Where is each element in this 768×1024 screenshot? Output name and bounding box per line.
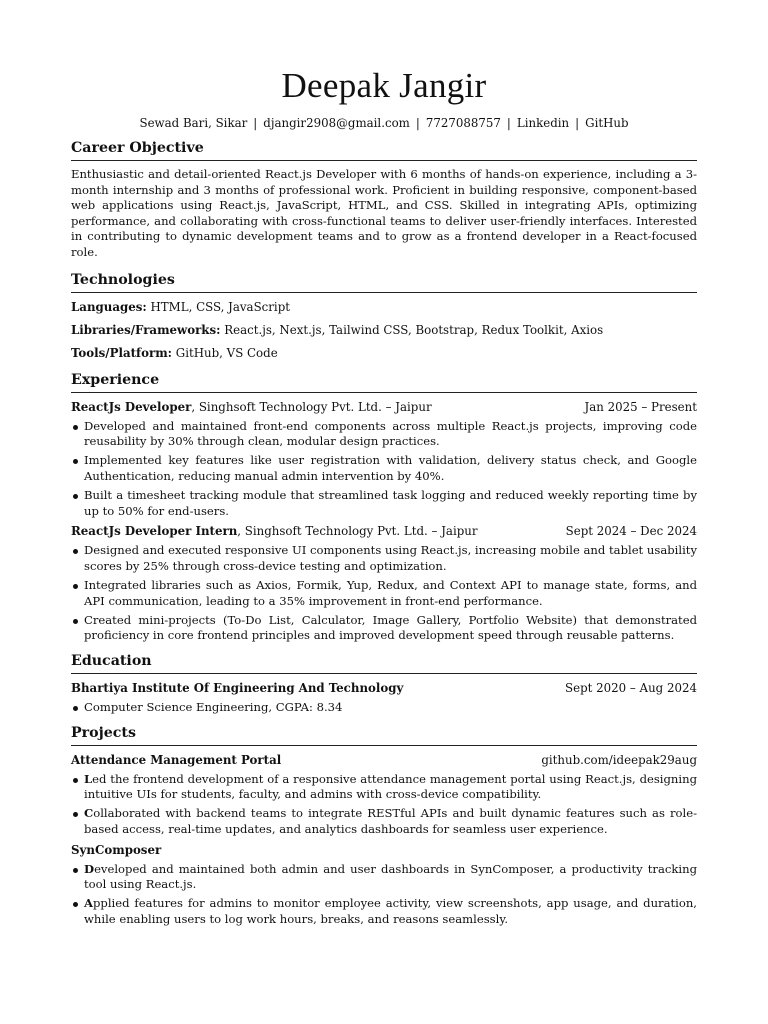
bullet-initial: L <box>84 771 93 786</box>
bullet-item: Integrated libraries such as Axios, Formik, Yup, Redux, and Context API to manage state, forms, and API communication, leading to a 35% improvement in front-end performance. <box>71 578 697 609</box>
bullet-item: Built a timesheet tracking module that streamlined task logging and reduced weekly reporting time by up to 50% for end-users. <box>71 488 697 519</box>
entry-bullets <box>71 862 697 928</box>
tech-line-tools <box>71 345 697 361</box>
section-title-objective: Career Objective <box>71 139 697 161</box>
bullet-item: Implemented key features like user registration with validation, delivery status check, and Google Authentication, reducing manual admin intervention by 40%. <box>71 453 697 484</box>
bullet-initial: D <box>84 861 95 876</box>
entry-bullets <box>71 700 697 716</box>
tech-line-languages <box>71 299 697 315</box>
technologies-section <box>71 271 697 361</box>
project-entry <box>71 752 697 838</box>
entry-header <box>71 680 697 696</box>
objective-text: Enthusiastic and detail-oriented React.js Developer with 6 months of hands-on experience, including a 3-month internship and 3 months of professional work. Proficient in building responsive, component-based web applications using React.js, JavaScript, HTML, and CSS. Skilled in integrating APIs, optimizing performance, and collaborating with cross-functional teams to deliver user-friendly interfaces. Interested in contributing to dynamic development teams and to grow as a frontend developer in a React-focused role. <box>71 167 697 259</box>
entry-bullets <box>71 419 697 520</box>
entry-role-org <box>71 523 478 539</box>
entry-header <box>71 752 697 768</box>
contact-github-link[interactable]: GitHub <box>585 116 629 130</box>
contact-line <box>71 115 697 131</box>
projects-section <box>71 724 697 928</box>
entry-header <box>71 523 697 539</box>
tech-value: HTML, CSS, JavaScript <box>150 299 290 314</box>
contact-location: Sewad Bari, Sikar <box>139 116 248 130</box>
tech-value: GitHub, VS Code <box>175 345 278 360</box>
contact-phone[interactable]: 7727088757 <box>425 116 501 130</box>
entry-date: Sept 2024 – Dec 2024 <box>565 524 697 539</box>
project-name: SynComposer <box>71 842 162 857</box>
bullet-initial: C <box>84 806 94 821</box>
entry-bullets <box>71 543 697 644</box>
bullet-text: pplied features for admins to monitor employee activity, view screenshots, app usage, and duration, while enabling users to log work hours, breaks, and reasons seamlessly. <box>84 896 697 926</box>
bullet-item <box>71 772 697 803</box>
entry-header <box>71 842 697 858</box>
project-link[interactable]: github.com/ideepak29aug <box>541 752 697 767</box>
entry-role-org <box>71 399 432 415</box>
tech-value: React.js, Next.js, Tailwind CSS, Bootstrap, Redux Toolkit, Axios <box>224 322 604 337</box>
entry-org: , Singhsoft Technology Pvt. Ltd. – Jaipur <box>191 399 432 414</box>
contact-linkedin-link[interactable]: Linkedin <box>516 116 570 130</box>
section-title-experience: Experience <box>71 371 697 393</box>
bullet-initial: A <box>84 896 93 911</box>
bullet-item: Developed and maintained front-end components across multiple React.js projects, improving code reusability by 30% through clean, modular design practices. <box>71 419 697 450</box>
objective-section <box>71 139 697 261</box>
project-entry <box>71 842 697 928</box>
entry-school: Bhartiya Institute Of Engineering And Technology <box>71 681 404 696</box>
bullet-item <box>71 862 697 893</box>
bullet-text: ed the frontend development of a responsive attendance management portal using React.js, designing intuitive UIs for students, faculty, and admins with cross-device compatibility. <box>84 771 697 802</box>
section-title-education: Education <box>71 652 697 674</box>
contact-separator: | <box>575 116 580 130</box>
entry-date: Jan 2025 – Present <box>584 399 697 414</box>
entry-header <box>71 399 697 415</box>
entry-date: Sept 2020 – Aug 2024 <box>565 681 697 696</box>
entry-org: , Singhsoft Technology Pvt. Ltd. – Jaipur <box>237 524 478 539</box>
tech-label: Tools/Platform: <box>71 345 173 360</box>
contact-separator: | <box>415 116 420 130</box>
candidate-name: Deepak Jangir <box>281 66 487 105</box>
section-title-technologies: Technologies <box>71 271 697 293</box>
tech-line-libraries <box>71 322 697 338</box>
bullet-item <box>71 896 697 927</box>
contact-separator: | <box>253 116 258 130</box>
bullet-item: Created mini-projects (To-Do List, Calculator, Image Gallery, Portfolio Website) that demonstrated proficiency in core frontend principles and improved development speed through reusable patterns. <box>71 613 697 644</box>
experience-entry <box>71 523 697 644</box>
bullet-text: eveloped and maintained both admin and user dashboards in SynComposer, a productivity tracking tool using React.js. <box>84 861 697 892</box>
tech-label: Languages: <box>71 299 147 314</box>
entry-role: ReactJs Developer <box>71 399 192 414</box>
experience-entry <box>71 399 697 520</box>
contact-separator: | <box>506 116 511 130</box>
bullet-item: Computer Science Engineering, CGPA: 8.34 <box>71 700 697 716</box>
education-section <box>71 652 697 716</box>
contact-email-link[interactable]: djangir2908@gmail.com <box>263 116 410 130</box>
experience-section <box>71 371 697 645</box>
education-entry <box>71 680 697 716</box>
entry-role: ReactJs Developer Intern <box>71 524 238 539</box>
bullet-item <box>71 806 697 837</box>
tech-label: Libraries/Frameworks: <box>71 322 221 337</box>
section-title-projects: Projects <box>71 724 697 746</box>
project-name: Attendance Management Portal <box>71 752 282 767</box>
bullet-text: ollaborated with backend teams to integrate RESTful APIs and built dynamic features such as role-based access, real-time updates, and analytics dashboards for seamless user experience. <box>84 806 697 837</box>
entry-bullets <box>71 772 697 838</box>
bullet-item: Designed and executed responsive UI components using React.js, increasing mobile and tablet usability scores by 25% through cross-device testing and optimization. <box>71 543 697 574</box>
